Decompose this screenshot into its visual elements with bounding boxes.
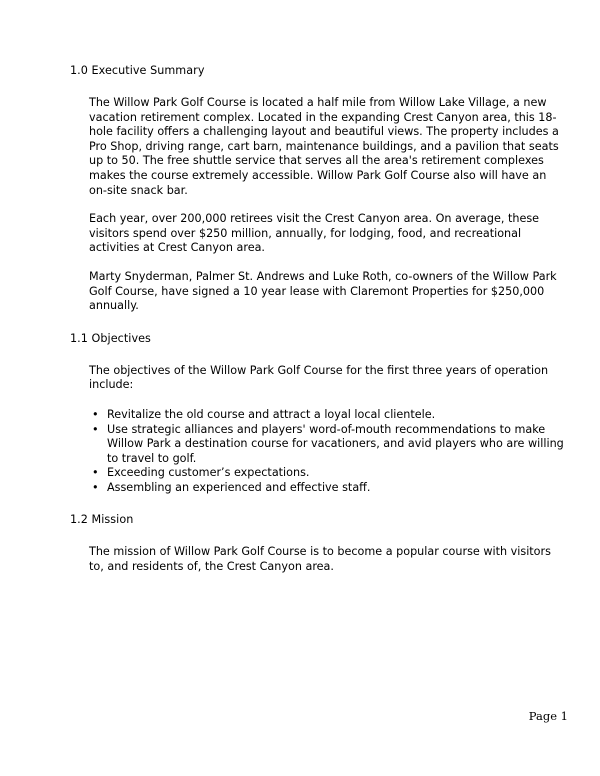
list-item-label: Assembling an experienced and effective staff. [107,480,371,494]
objectives-list [92,408,567,496]
page-number-footer: Page 1 [528,709,568,723]
paragraph-executive-summary-2: Each year, over 200,000 retirees visit the Crest Canyon area. On average, these visitors spend over $250 million, annually, for lodging, food, and recreational activities at Crest Canyon area. [89,212,540,255]
list-item [92,481,567,496]
list-item [92,466,567,481]
bullet-point-icon: • [92,480,99,494]
paragraph-executive-summary-1: The Willow Park Golf Course is located a half mile from Willow Lake Village, a new vacation retirement complex. Located in the expanding Crest Canyon area, this 18-hole facility offers a challenging layout and beautiful views. The property includes a Pro Shop, driving range, cart barn, maintenance buildings, and a pavilion that seats up to 50. The free shuttle service that serves all the area's retirement complexes makes the course extremely accessible. Willow Park Golf Course also will have an on-site snack bar. [89,96,559,197]
list-item-label: Revitalize the old course and attract a loyal local clientele. [107,407,436,421]
bullet-point-icon: • [92,466,99,480]
list-item [92,408,567,423]
section-heading-mission: 1.2 Mission [70,513,134,527]
bullet-point-icon: • [92,407,99,421]
document-body [70,64,567,575]
list-item-label: Exceeding customer’s expectations. [107,466,310,480]
paragraph-objectives-intro: The objectives of the Willow Park Golf Course for the first three years of operation include: [89,363,549,392]
spacer [70,346,567,364]
list-item [92,423,567,467]
list-item-label: Use strategic alliances and players' word-of-mouth recommendations to make Willow Park a destination course for vacationers, and avid players who are willing to travel to golf. [107,422,564,465]
spacer [70,78,567,96]
spacer [70,198,567,212]
spacer [70,314,567,332]
bullet-point-icon: • [92,422,99,436]
section-heading-executive-summary: 1.0 Executive Summary [70,64,205,77]
paragraph-executive-summary-3: Marty Snyderman, Palmer St. Andrews and Luke Roth, co-owners of the Willow Park Golf Course, have signed a 10 year lease with Claremont Properties for $250,000 annually. [89,269,557,313]
spacer [70,393,567,408]
spacer [70,256,567,270]
paragraph-mission-1: The mission of Willow Park Golf Course is to become a popular course with visitors to, and residents of, the Crest Canyon area. [89,545,551,574]
section-heading-objectives: 1.1 Objectives [70,331,151,345]
spacer [70,527,567,545]
spacer [70,495,567,513]
